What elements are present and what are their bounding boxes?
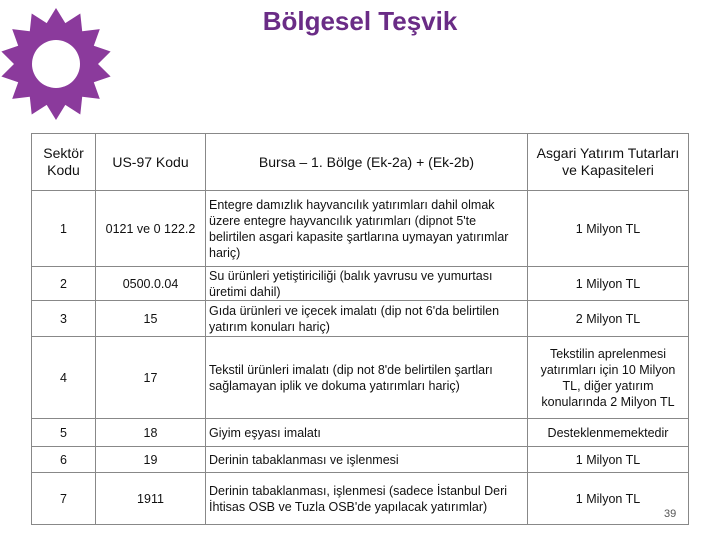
cell-sector: 4: [32, 337, 96, 419]
cell-us97: 0121 ve 0 122.2: [96, 191, 206, 267]
cell-sector: 6: [32, 447, 96, 473]
cell-amount: 1 Milyon TL: [528, 191, 689, 267]
cell-us97: 1911: [96, 473, 206, 525]
cell-us97: 15: [96, 301, 206, 337]
header-min-investment: Asgari Yatırım Tutarları ve Kapasiteleri: [528, 134, 689, 191]
cell-description: Derinin tabaklanması, işlenmesi (sadece İstanbul Deri İhtisas OSB ve Tuzla OSB'de yapılacak yatırımlar): [206, 473, 528, 525]
cell-sector: 5: [32, 419, 96, 447]
incentive-table: [31, 133, 689, 525]
header-region: Bursa – 1. Bölge (Ek-2a) + (Ek-2b): [206, 134, 528, 191]
cell-description: Giyim eşyası imalatı: [206, 419, 528, 447]
gear-center: [32, 40, 80, 88]
cell-us97: 18: [96, 419, 206, 447]
header-sector-code: Sektör Kodu: [32, 134, 96, 191]
cell-description: Tekstil ürünleri imalatı (dip not 8'de belirtilen şartları sağlamayan iplik ve dokuma yatırımları hariç): [206, 337, 528, 419]
cell-description: Su ürünleri yetiştiriciliği (balık yavrusu ve yumurtası üretimi dahil): [206, 267, 528, 301]
table-row: [32, 337, 689, 419]
cell-sector: 2: [32, 267, 96, 301]
table-row: [32, 301, 689, 337]
page-number: 39: [664, 508, 677, 520]
table-row: [32, 447, 689, 473]
table-row: [32, 473, 689, 525]
cell-amount: 1 Milyon TL: [528, 447, 689, 473]
cell-amount: Desteklenmemektedir: [528, 419, 689, 447]
cell-description: Derinin tabaklanması ve işlenmesi: [206, 447, 528, 473]
cell-sector: 7: [32, 473, 96, 525]
page-title: Bölgesel Teşvik: [262, 6, 458, 36]
table-row: [32, 267, 689, 301]
cell-amount: 1 Milyon TL: [528, 267, 689, 301]
cell-amount: 1 Milyon TL: [528, 473, 689, 525]
cell-description: Gıda ürünleri ve içecek imalatı (dip not 6'da belirtilen yatırım konuları hariç): [206, 301, 528, 337]
cell-sector: 3: [32, 301, 96, 337]
cell-us97: 17: [96, 337, 206, 419]
cell-us97: 0500.0.04: [96, 267, 206, 301]
cell-amount: 2 Milyon TL: [528, 301, 689, 337]
table-header-row: [32, 134, 689, 191]
table-row: [32, 191, 689, 267]
cell-us97: 19: [96, 447, 206, 473]
cell-sector: 1: [32, 191, 96, 267]
table-row: [32, 419, 689, 447]
cell-amount: Tekstilin aprelenmesi yatırımları için 10 Milyon TL, diğer yatırım konularında 2 Milyon TL: [528, 337, 689, 419]
cell-description: Entegre damızlık hayvancılık yatırımları dahil olmak üzere entegre hayvancılık yatırımları (dipnot 5'te belirtilen asgari kapasite şartlarına uymayan yatırımlar hariç): [206, 191, 528, 267]
header-us97-code: US-97 Kodu: [96, 134, 206, 191]
